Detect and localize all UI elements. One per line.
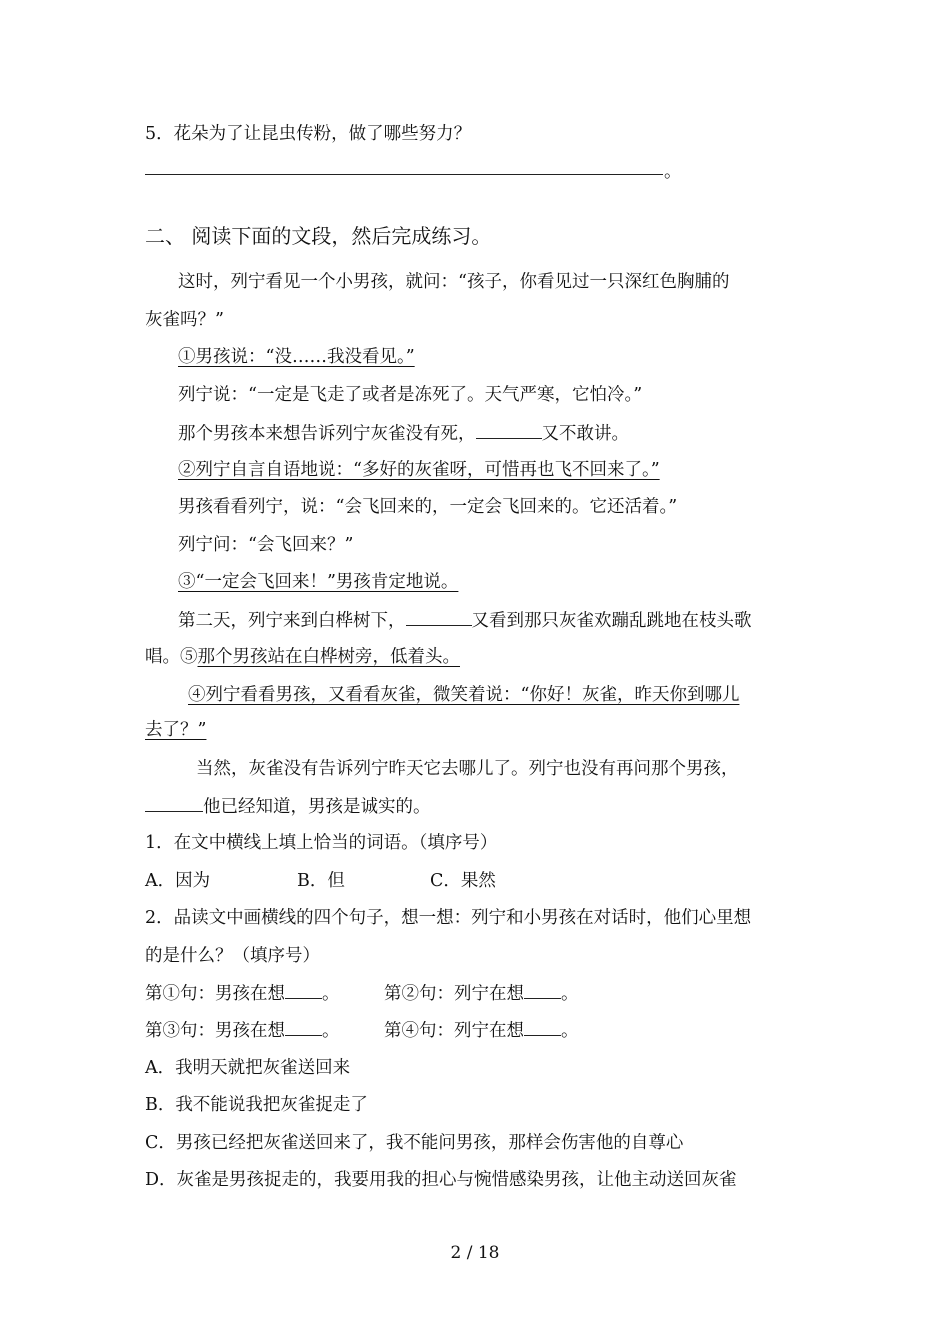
underlined-sentence-1: ①男孩说：“没……我没看见。” (178, 347, 415, 367)
q2-item-4: 第④句：列宁在想 (384, 1021, 524, 1041)
passage-line: 这时，列宁看见一个小男孩，就问：“孩子，你看见过一只深红色胸脯的 (178, 272, 730, 292)
q1-option-c: C．果然 (430, 871, 496, 891)
end-mark: 。 (561, 984, 579, 1004)
passage-text: 那个男孩本来想告诉列宁灰雀没有死， (178, 424, 476, 444)
passage-line (178, 422, 629, 445)
q1-option-a: A．因为 (145, 871, 211, 891)
passage-line (178, 609, 752, 632)
fill-blank-3[interactable] (145, 795, 203, 812)
underlined-sentence-5: 那个男孩站在白桦树旁，低着头。 (197, 647, 460, 667)
passage-text: 第二天，列宁来到白桦树下， (178, 611, 406, 631)
page-number: 2 / 18 (450, 1243, 500, 1263)
underlined-sentence-3: ③“一定会飞回来！”男孩肯定地说。 (178, 572, 459, 592)
underlined-sentence-2: ②列宁自言自语地说：“多好的灰雀呀，可惜再也飞不回来了。” (178, 460, 660, 480)
passage-line (145, 795, 431, 818)
passage-text: 又看到那只灰雀欢蹦乱跳地在枝头歌 (471, 611, 752, 631)
q2-option-b: B．我不能说我把灰雀捉走了 (145, 1095, 368, 1115)
q2-blank-2[interactable] (524, 982, 561, 999)
section-heading: 二、 阅读下面的文段，然后完成练习。 (145, 224, 492, 248)
passage-text: 又不敢讲。 (541, 424, 629, 444)
passage-line: 列宁说：“一定是飞走了或者是冻死了。天气严寒，它怕冷。” (178, 385, 643, 405)
end-mark: 。 (322, 984, 340, 1004)
passage-line: 当然，灰雀没有告诉列宁昨天它去哪儿了。列宁也没有再问那个男孩， (196, 759, 739, 779)
answer-end-mark: 。 (664, 162, 682, 182)
underlined-sentence-4-cont: 去了？” (145, 720, 207, 740)
question-5: 5．花朵为了让昆虫传粉，做了哪些努力？ (145, 124, 472, 144)
answer-blank[interactable] (145, 174, 663, 175)
q2-blank-3[interactable] (285, 1019, 322, 1036)
q2-item-3: 第③句：男孩在想 (145, 1021, 285, 1041)
q2-option-a: A．我明天就把灰雀送回来 (145, 1058, 351, 1078)
passage-line: 灰雀吗？” (145, 310, 224, 330)
q2-item-2: 第②句：列宁在想 (384, 984, 524, 1004)
q2-row-1 (145, 982, 340, 1005)
passage-line: 列宁问：“会飞回来？” (178, 535, 354, 555)
fill-blank-2[interactable] (406, 609, 472, 626)
passage-line (145, 646, 460, 668)
passage-line: 男孩看看列宁，说：“会飞回来的，一定会飞回来的。它还活着。” (178, 497, 678, 517)
passage-text: 唱。⑤ (145, 647, 198, 667)
q2-item-1: 第①句：男孩在想 (145, 984, 285, 1004)
end-mark: 。 (561, 1021, 579, 1041)
q1-option-b: B．但 (297, 871, 345, 891)
q2-blank-1[interactable] (285, 982, 322, 999)
end-mark: 。 (322, 1021, 340, 1041)
q2-row-2 (145, 1019, 340, 1042)
q2-row-1b (384, 982, 579, 1005)
question-2: 2．品读文中画横线的四个句子，想一想：列宁和小男孩在对话时，他们心里想 (145, 908, 752, 928)
fill-blank-1[interactable] (476, 422, 542, 439)
passage-text: 他已经知道，男孩是诚实的。 (203, 797, 431, 817)
q2-option-d: D．灰雀是男孩捉走的，我要用我的担心与惋惜感染男孩，让他主动送回灰雀 (145, 1170, 737, 1190)
question-2-cont: 的是什么？（填序号） (145, 946, 320, 966)
q2-option-c: C．男孩已经把灰雀送回来了，我不能问男孩，那样会伤害他的自尊心 (145, 1133, 684, 1153)
question-1: 1．在文中横线上填上恰当的词语。（填序号） (145, 833, 498, 853)
q2-row-2b (384, 1019, 579, 1042)
q2-blank-4[interactable] (524, 1019, 561, 1036)
underlined-sentence-4: ④列宁看看男孩，又看看灰雀，微笑着说：“你好！灰雀，昨天你到哪儿 (188, 685, 740, 705)
